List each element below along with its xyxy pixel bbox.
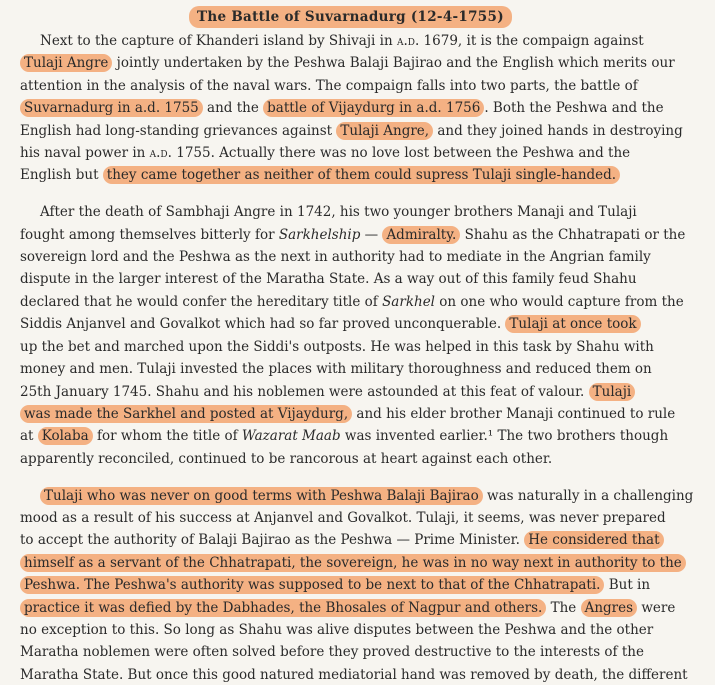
text-segment: English had long-standing grievances against — [20, 123, 337, 139]
text-line — [20, 555, 700, 573]
highlighted-text: Peshwa. The Peshwa's authority was supposed to be next to that of the Chhatrapati. — [20, 576, 604, 594]
text-line — [40, 488, 715, 506]
text-segment: and they joined hands in destroying — [433, 123, 683, 139]
highlighted-text: He considered that — [524, 531, 663, 549]
highlighted-text: Tulaji Angre, — [336, 122, 433, 140]
text-line — [20, 667, 700, 685]
highlighted-text: Admiralty. — [382, 226, 460, 244]
text-segment: English but — [20, 167, 103, 183]
text-line — [40, 204, 715, 222]
text-segment: . Both the Peshwa and the — [484, 100, 664, 116]
text-segment: Siddis Anjanvel and Govalkot which had so far proved unconquerable. — [20, 316, 506, 332]
text-segment: But in — [604, 577, 651, 593]
text-line — [20, 451, 700, 469]
highlighted-text: practice it was defied by the Dabhades, the Bhosales of Nagpur and others. — [20, 599, 546, 617]
highlighted-text: Tulaji Angre — [20, 54, 112, 72]
text-segment: The — [546, 600, 581, 616]
text-line — [20, 339, 700, 357]
text-segment: and his elder brother Manaji continued to rule — [352, 406, 676, 422]
highlighted-text: Tulaji at once took — [505, 315, 640, 333]
text-line — [20, 316, 700, 334]
text-line — [20, 55, 700, 73]
text-segment: fought among themselves bitterly for — [20, 227, 279, 243]
text-segment: mood as a result of his success at Anjanvel and Govalkot. Tulaji, it seems, was never prepared — [20, 510, 666, 526]
text-segment: dispute in the larger interest of the Maratha State. As a way out of this family feud Shahu — [20, 271, 637, 287]
text-line — [20, 361, 700, 379]
text-line — [20, 78, 700, 96]
text-segment: up the bet and marched upon the Siddi's outposts. He was helped in this task by Shahu with — [20, 339, 654, 355]
text-segment: Sarkhelship — [278, 227, 361, 243]
highlighted-text: Tulaji — [589, 383, 636, 401]
text-line — [20, 384, 700, 402]
text-segment: for whom the title of — [92, 428, 242, 444]
highlighted-text: Suvarnadurg in a.d. 1755 — [20, 99, 203, 117]
text-segment: After the death of Sambhaji Angre in 1742, his two younger brothers Manaji and Tulaji — [40, 204, 637, 220]
text-segment: was invented earlier.¹ The two brothers though — [340, 428, 669, 444]
text-line — [40, 33, 715, 51]
text-line — [20, 167, 700, 185]
text-line — [20, 145, 700, 163]
text-segment: was naturally in a challenging — [482, 488, 694, 504]
text-line — [20, 577, 700, 595]
text-segment: apparently reconciled, continued to be rancorous at heart against each other. — [20, 451, 553, 467]
text-line — [20, 271, 700, 289]
text-segment: Sarkhel — [382, 294, 435, 310]
text-line — [20, 406, 700, 424]
text-segment: Maratha State. But once this good natured mediatorial hand was removed by death, the different — [20, 667, 688, 683]
text-line — [20, 622, 700, 640]
text-segment: — — [360, 227, 383, 243]
page-title: The Battle of Suvarnadurg (12-4-1755) — [189, 6, 512, 28]
text-segment: Next to the capture of Khanderi island by Shivaji in — [40, 33, 397, 49]
text-segment: at — [20, 428, 38, 444]
highlighted-text: battle of Vijaydurg in a.d. 1756 — [263, 99, 484, 117]
text-segment: no exception to this. So long as Shahu was alive disputes between the Peshwa and the other — [20, 622, 654, 638]
highlighted-text: himself as a servant of the Chhatrapati, the sovereign, he was in no way next in authority to the — [20, 554, 686, 572]
text-line — [20, 123, 700, 141]
highlighted-text: Tulaji who was never on good terms with Peshwa Balaji Bajirao — [40, 487, 483, 505]
text-segment: on one who would capture from the — [435, 294, 684, 310]
highlighted-text: they came together as neither of them could supress Tulaji single-handed. — [103, 166, 620, 184]
highlighted-text: Kolaba — [38, 427, 93, 445]
text-line — [20, 428, 700, 446]
text-line — [20, 100, 700, 118]
text-line — [20, 294, 700, 312]
text-segment: and the — [202, 100, 264, 116]
text-segment: Maratha noblemen were often solved before they proved destructive to the interests of the — [20, 644, 644, 660]
text-segment: declared that he would confer the hereditary title of — [20, 294, 383, 310]
text-segment: were — [637, 600, 676, 616]
text-segment: a.d. — [396, 33, 420, 49]
text-segment: to accept the authority of Balaji Bajirao as the Peshwa — Prime Minister. — [20, 532, 525, 548]
text-segment: Wazarat Maab — [241, 428, 341, 444]
text-segment: Shahu as the Chhatrapati or the — [460, 227, 686, 243]
text-line — [20, 227, 700, 245]
text-segment: 1755. Actually there was no love lost between the Peshwa and the — [171, 145, 631, 161]
highlighted-text: Angres — [581, 599, 637, 617]
text-segment: jointly undertaken by the Peshwa Balaji Bajirao and the English which merits our — [112, 55, 675, 71]
text-segment: 1679, it is the compaign against — [419, 33, 644, 49]
text-segment: attention in the analysis of the naval wars. The compaign falls into two parts, the battle of — [20, 78, 638, 94]
text-segment: his naval power in — [20, 145, 150, 161]
text-segment: money and men. Tulaji invested the places with military thoroughness and reduced them on — [20, 361, 652, 377]
text-line — [20, 600, 700, 618]
text-segment: a.d. — [149, 145, 172, 161]
text-line — [20, 249, 700, 267]
highlighted-text: was made the Sarkhel and posted at Vijaydurg, — [20, 405, 352, 423]
text-line — [20, 510, 700, 528]
text-segment: sovereign lord and the Peshwa as the next in authority had to mediate in the Angrian family — [20, 249, 651, 265]
text-line — [20, 644, 700, 662]
text-line — [20, 532, 700, 550]
text-segment: 25th January 1745. Shahu and his noblemen were astounded at this feat of valour. — [20, 384, 589, 400]
